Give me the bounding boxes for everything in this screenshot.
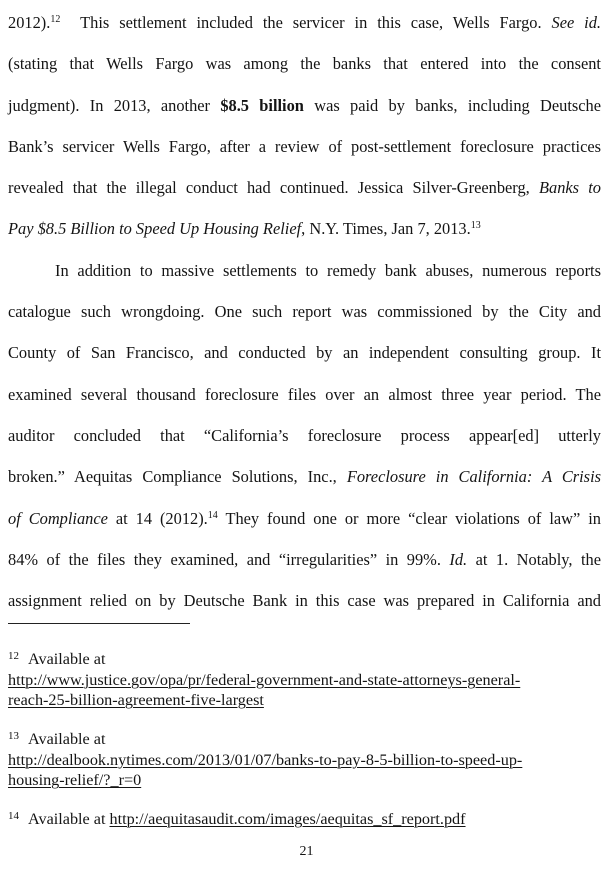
footnote-prefix: Available at: [28, 650, 106, 668]
text-line: examined several thousand foreclosure files over an almost three year period. The: [8, 384, 601, 404]
footnote-number: 12: [8, 650, 19, 662]
text-line: 2012).$^{12}$ This settlement included the servicer in this case, Wells Fargo. See id.: [8, 13, 601, 32]
footnote-14: [8, 809, 603, 830]
text-line: auditor concluded that “California’s foreclosure process appear[ed] utterly: [8, 425, 601, 445]
text-line: judgment). In 2013, another $8.5 billion was paid by banks, including Deutsche: [8, 95, 601, 115]
text-line: revealed that the illegal conduct had continued. Jessica Silver-Greenberg, Banks to: [8, 178, 601, 198]
text-line: (stating that Wells Fargo was among the banks that entered into the consent: [8, 54, 601, 74]
footnote-link[interactable]: http://www.justice.gov/opa/pr/federal-government-and-state-attorneys-general- reach-25-billion-agreement-five-largest: [8, 670, 521, 709]
footnote-ref[interactable]: 12: [50, 14, 61, 25]
footnote-ref[interactable]: 13: [470, 220, 481, 232]
text-line: In addition to massive settlements to remedy bank abuses, numerous reports: [55, 260, 601, 280]
footnote-ref[interactable]: 14: [207, 509, 218, 521]
footnote-link[interactable]: http://dealbook.nytimes.com/2013/01/07/banks-to-pay-8-5-billion-to-speed-up- housing-relief/?_r=0: [8, 750, 523, 789]
text-line: broken.” Aequitas Compliance Solutions, Inc., Foreclosure in California: A Crisis: [8, 467, 601, 487]
report-title: of Compliance: [8, 508, 108, 528]
article-title: Pay $8.5 Billion to Speed Up Housing Relief: [8, 219, 302, 239]
text-line: Pay $8.5 Billion to Speed Up Housing Relief, N.Y. Times, Jan 7, 2013.13: [8, 219, 481, 239]
page-number: 21: [299, 844, 314, 859]
footnote-separator: [8, 623, 190, 624]
text-line: assignment relied on by Deutsche Bank in this case was prepared in California and: [8, 591, 601, 611]
bold-amount: $8.5 billion: [220, 95, 304, 115]
text-line: of Compliance at 14 (2012).$^{14}$ They found one or more “clear violations of law” in: [8, 508, 601, 528]
text-line: catalogue such wrongdoing. One such report was commissioned by the City and: [8, 302, 601, 322]
citation-signal: See id.: [551, 13, 601, 32]
text-line: Bank’s servicer Wells Fargo, after a review of post-settlement foreclosure practices: [8, 136, 601, 156]
footnote-prefix: Available at: [28, 730, 106, 748]
text-line: County of San Francisco, and conducted by an independent consulting group. It: [8, 343, 601, 363]
report-title: Foreclosure in California: A Crisis: [346, 467, 601, 487]
paragraph: [8, 256, 601, 628]
footnote-link[interactable]: http://aequitasaudit.com/images/aequitas_sf_report.pdf: [109, 810, 466, 828]
paragraph: [8, 8, 601, 256]
footnote-number: 14: [8, 810, 19, 822]
body-text: [8, 8, 601, 627]
article-title: Banks to: [538, 178, 601, 198]
citation-signal: Id.: [449, 549, 468, 569]
footnote-prefix: Available at: [28, 810, 106, 828]
footnote-number: 13: [8, 730, 19, 742]
footnote-12: [8, 649, 603, 711]
footnote-13: [8, 729, 603, 791]
text-line: 84% of the files they examined, and “irregularities” in 99%. Id. at 1. Notably, the: [8, 549, 601, 569]
